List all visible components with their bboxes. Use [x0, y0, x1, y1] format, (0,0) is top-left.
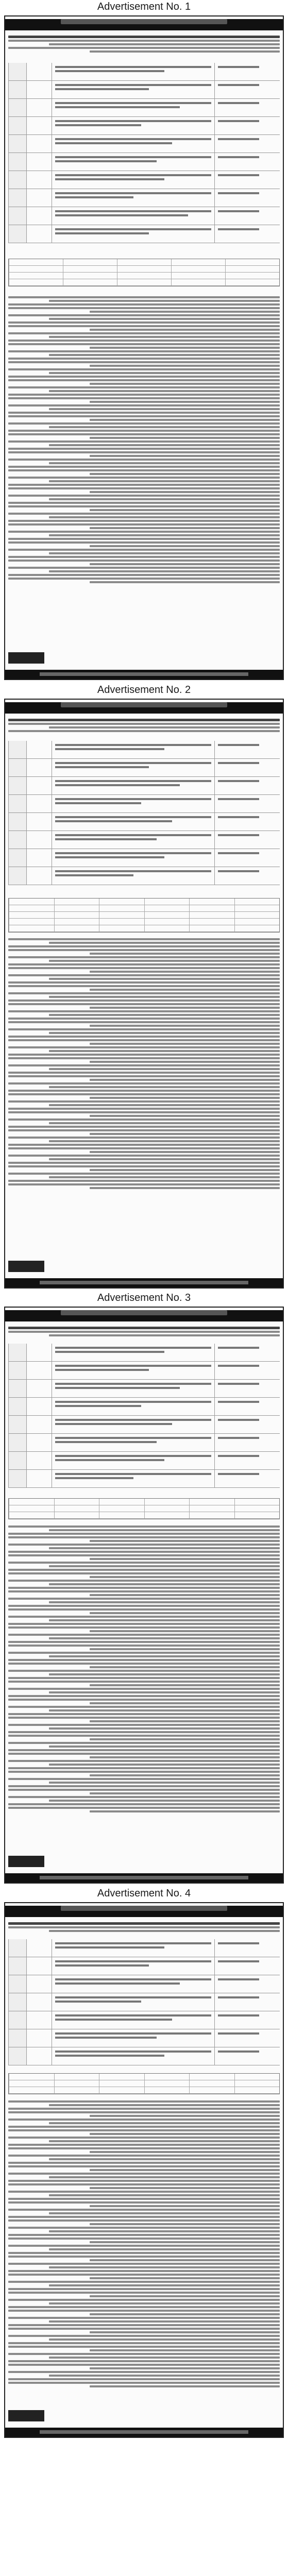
ad-footer-bar: [5, 2428, 283, 2437]
terms-text: [8, 1524, 280, 1814]
ad-heading-2: Advertisement No. 2: [97, 684, 191, 696]
ipr-stamp: [8, 1856, 44, 1867]
ad-intro-text: [8, 1325, 280, 1338]
jobs-table: [8, 63, 280, 243]
ad-heading-3: Advertisement No. 3: [97, 1292, 191, 1303]
jobs-table: [8, 1939, 280, 2065]
ad-scan-2: [4, 699, 284, 1289]
terms-text: [8, 2099, 280, 2389]
quota-table: [8, 1498, 280, 1519]
ad-intro-text: [8, 34, 280, 54]
ad-intro-text: [8, 1921, 280, 1934]
ad-title-bar: [5, 1310, 283, 1321]
ad-title-bar: [5, 702, 283, 714]
quota-table: [8, 259, 280, 286]
quota-table: [8, 898, 280, 933]
quota-table: [8, 2073, 280, 2094]
ipr-stamp: [8, 1261, 44, 1272]
terms-text: [8, 295, 280, 585]
ad-scan-1: [4, 15, 284, 680]
ad-footer-bar: [5, 670, 283, 679]
ad-scan-3: [4, 1307, 284, 1884]
ad-heading-1: Advertisement No. 1: [97, 1, 191, 12]
ad-scan-4: [4, 1902, 284, 2438]
ad-footer-bar: [5, 1873, 283, 1883]
ad-heading-4: Advertisement No. 4: [97, 1888, 191, 1899]
jobs-table: [8, 1344, 280, 1488]
ipr-stamp: [8, 652, 44, 664]
terms-text: [8, 937, 280, 1191]
ad-intro-text: [8, 717, 280, 734]
jobs-table: [8, 741, 280, 885]
ad-title-bar: [5, 1906, 283, 1917]
ad-footer-bar: [5, 1278, 283, 1287]
ipr-stamp: [8, 2410, 44, 2421]
ad-title-bar: [5, 19, 283, 30]
